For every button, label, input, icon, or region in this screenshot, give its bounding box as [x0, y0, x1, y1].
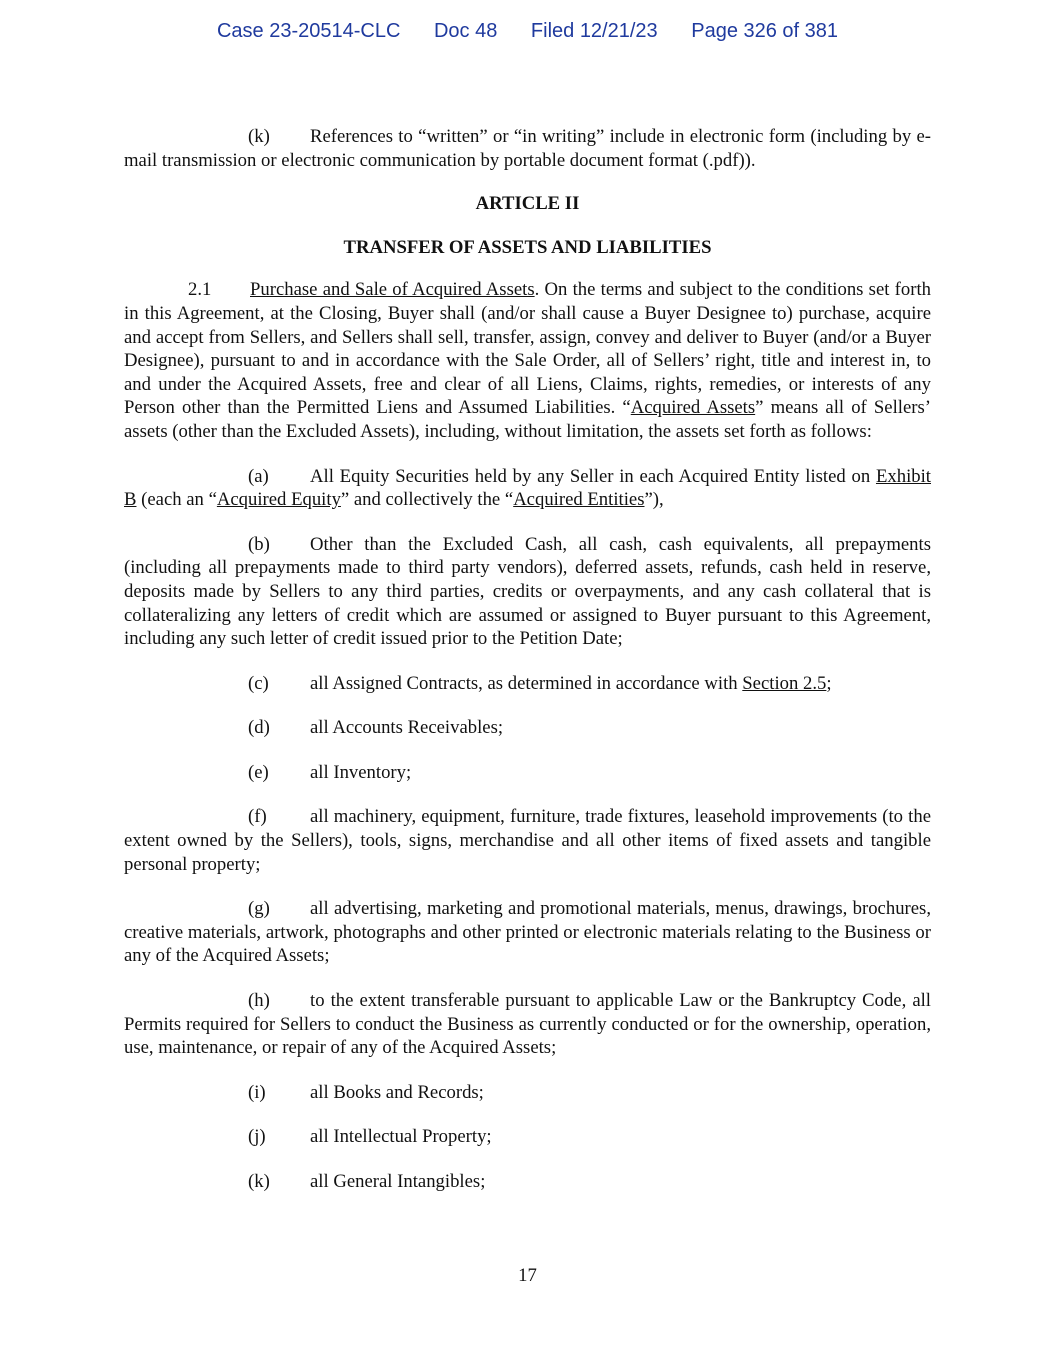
item-b: (b) Other than the Excluded Cash, all cash, cash equivalents, all prepayments (including all prepayments made to third party vendors), deferred assets, refunds, cash held in reserve, deposits made by Sellers to any third parties, credits or overpayments, and any cash collateral that is collateralizing any letters of credit which are assumed or assigned to Buyer pursuant to this Agreement, including any such letter of credit issued prior to the Petition Date; — [124, 533, 931, 650]
filed-date: Filed 12/21/23 — [530, 20, 658, 42]
item-a: (a) All Equity Securities held by any Seller in each Acquired Entity listed on Exhibit B (each an “Acquired Equity” and collectively the “Acquired Entities”), — [124, 465, 931, 511]
document-body — [124, 125, 931, 1194]
case-number: Case 23-20514-CLC — [216, 20, 401, 42]
article-subtitle: TRANSFER OF ASSETS AND LIABILITIES — [343, 236, 712, 258]
item-f: (f) all machinery, equipment, furniture, trade fixtures, leasehold improvements (to the extent owned by the Sellers), tools, signs, merchandise and all other items of fixed assets and tangible personal property; — [124, 806, 931, 875]
item-d: (d) all Accounts Receivables; — [248, 717, 504, 739]
article-title: ARTICLE II — [475, 193, 580, 215]
section-2-1: 2.1 Purchase and Sale of Acquired Assets. On the terms and subject to the conditions set forth in this Agreement, at the Closing, Buyer shall (and/or shall cause a Buyer Designee to) purchase, acquire and accept from Sellers, and Sellers shall sell, transfer, assign, convey and deliver to Buyer (and/or a Buyer Designee), pursuant to and in accordance with the Sale Order, all of Sellers’ right, title and interest in, to and under the Acquired Assets, free and clear of all Liens, Claims, rights, remedies, or interests of any Person other than the Permitted Liens and Assumed Liabilities. “Acquired Assets” means all of Sellers’ assets (other than the Excluded Assets), including, without limitation, the assets set forth as follows: — [124, 279, 931, 442]
item-j: (j) all Intellectual Property; — [248, 1126, 492, 1148]
section-heading: Purchase and Sale of Acquired Assets — [250, 279, 535, 301]
defined-term-acquired-equity: Acquired Equity — [216, 489, 341, 511]
item-k: (k) all General Intangibles; — [248, 1171, 486, 1192]
intro-paragraph: (k) References to “written” or “in writing” include in electronic form (including by e-mail transmission or electronic communication by portable document format (.pdf)). — [124, 126, 931, 171]
exhibit-b-reference: Exhibit B — [124, 465, 931, 511]
item-h: (h) to the extent transferable pursuant to applicable Law or the Bankruptcy Code, all Permits required for Sellers to conduct the Business as currently conducted or for the ownership, operation, use, maintenance, or repair of any of the Acquired Assets; — [124, 990, 931, 1059]
item-e: (e) all Inventory; — [248, 761, 412, 783]
doc-number: Doc 48 — [433, 20, 498, 42]
filing-header — [0, 20, 1055, 43]
section-2-5-reference: Section 2.5 — [742, 672, 827, 694]
page-count: Page 326 of 381 — [691, 20, 839, 42]
page-number: 17 — [518, 1265, 537, 1286]
item-c: (c) all Assigned Contracts, as determined in accordance with Section 2.5; — [248, 672, 832, 694]
defined-term-acquired-assets: Acquired Assets — [630, 397, 756, 419]
defined-term-acquired-entities: Acquired Entities — [513, 489, 645, 511]
item-i: (i) all Books and Records; — [248, 1081, 484, 1103]
item-g: (g) all advertising, marketing and promotional materials, menus, drawings, brochures, creative materials, artwork, photographs and other printed or electronic materials relating to the Business or any of the Acquired Assets; — [124, 898, 931, 967]
